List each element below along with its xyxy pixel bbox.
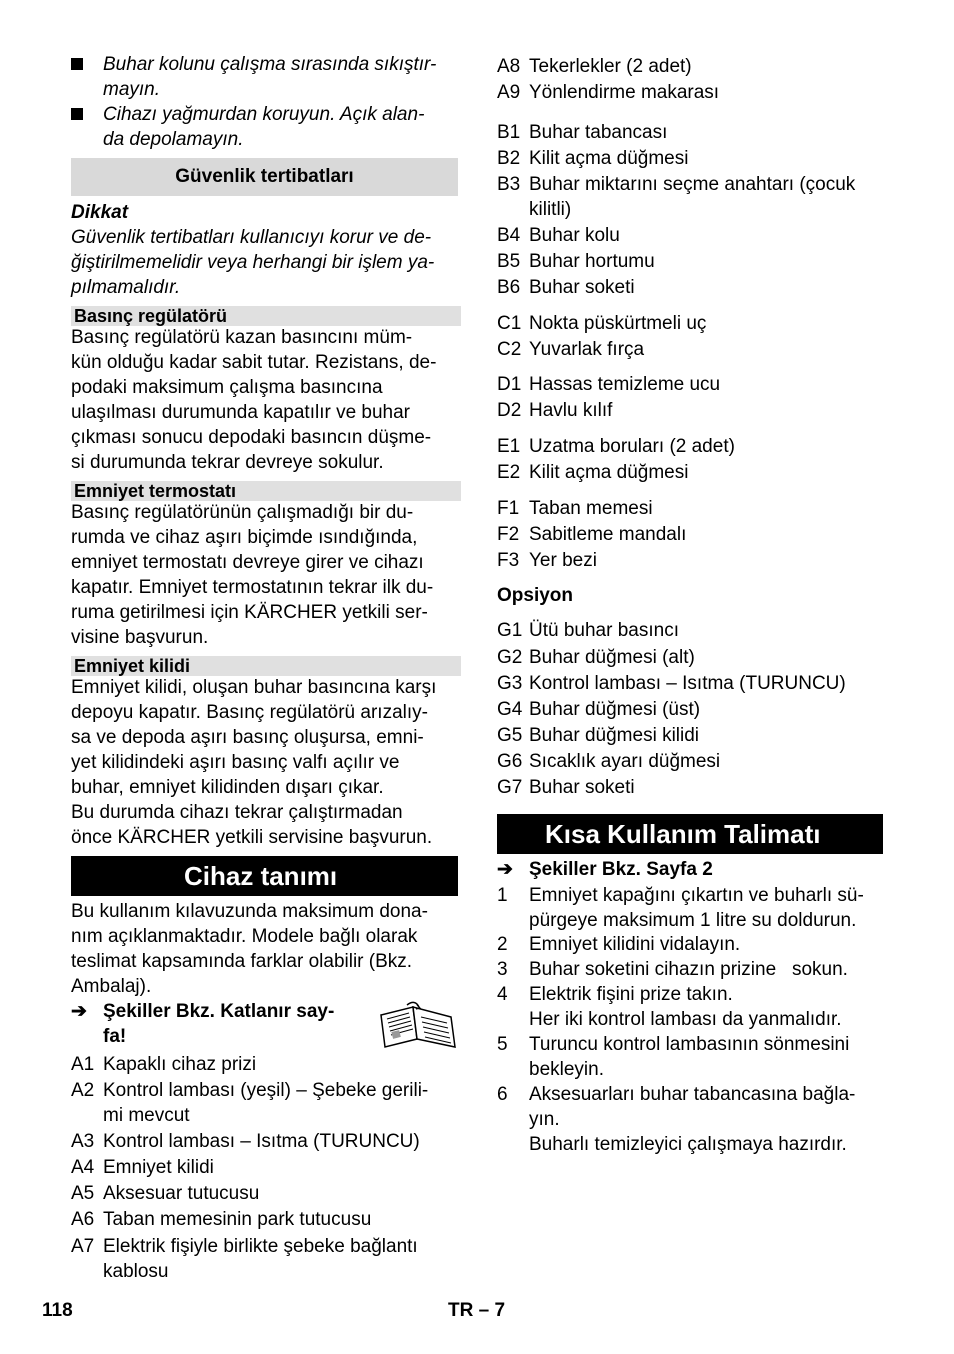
- item-code: C2: [497, 339, 522, 360]
- figure-reference: [71, 999, 461, 1051]
- item-code: G1: [497, 620, 523, 641]
- item-text: Taban memesi: [529, 498, 653, 519]
- item-text: Buhar düğmesi (üst): [529, 699, 701, 720]
- item-text: Sabitleme mandalı: [529, 524, 687, 545]
- step-text: Buhar soketini cihazın prizine sokun.: [529, 959, 848, 980]
- item-text: Yuvarlak fırça: [529, 339, 645, 360]
- subheading-safety-thermostat: Emniyet termostatı: [71, 481, 461, 501]
- item-text: Ütü buhar basıncı: [529, 620, 679, 641]
- ready-text: Buharlı temizleyici çalışmaya hazırdır.: [529, 1134, 847, 1155]
- caution-line: pılmamalıdır.: [71, 277, 181, 298]
- section-heading-text: Kısa Kullanım Talimatı: [545, 819, 821, 849]
- body-line: yet kilidindeki aşırı basınç valfı açılır ve: [71, 752, 400, 773]
- item-text: Taban memesinin park tutucusu: [103, 1209, 372, 1230]
- step-text: Emniyet kapağını çıkartın ve buharlı sü-: [529, 885, 864, 906]
- item-text: Havlu kılıf: [529, 400, 613, 421]
- item-text: Kontrol lambası – Isıtma (TURUNCU): [529, 673, 846, 694]
- arrow-right-icon: ➔: [71, 1001, 87, 1022]
- step-number: 1: [497, 885, 508, 906]
- square-bullet-icon: [71, 108, 83, 120]
- bullet-line: Cihazı yağmurdan koruyun. Açık alan-: [103, 104, 425, 125]
- item-code: A5: [71, 1183, 95, 1204]
- section-heading-safety: Güvenlik tertibatları: [71, 158, 458, 196]
- step-number: 5: [497, 1034, 508, 1055]
- left-column: [71, 0, 461, 1300]
- body-line: çıkması sonucu depodaki basıncın düşme-: [71, 427, 432, 448]
- item-code: D2: [497, 400, 522, 421]
- step-text: Turuncu kontrol lambasının sönmesini: [529, 1034, 850, 1055]
- item-code: B6: [497, 277, 521, 298]
- item-code: B5: [497, 251, 521, 272]
- item-code: A4: [71, 1157, 95, 1178]
- booklet-icon: [377, 1001, 459, 1051]
- item-code: F2: [497, 524, 520, 545]
- body-line: podaki maksimum çalışma basıncına: [71, 377, 383, 398]
- item-code: A9: [497, 82, 521, 103]
- item-text: Buhar kolu: [529, 225, 620, 246]
- item-code: G2: [497, 647, 523, 668]
- body-line: Basınç regülatörünün çalışmadığı bir du-: [71, 502, 414, 523]
- item-code: B3: [497, 174, 521, 195]
- item-code: B2: [497, 148, 521, 169]
- step-number: 6: [497, 1084, 508, 1105]
- item-text: Elektrik fişiyle birlikte şebeke bağlantı: [103, 1236, 418, 1257]
- body-line: sa ve depoda aşırı basınç oluşursa, emni-: [71, 727, 424, 748]
- body-line: rumda ve cihaz aşırı biçimde ısındığında,: [71, 527, 418, 548]
- body-line: önce KÄRCHER yetkili servisine başvurun.: [71, 827, 433, 848]
- body-line: Ambalaj).: [71, 976, 152, 997]
- step-text: bekleyin.: [529, 1059, 604, 1080]
- item-text: Sıcaklık ayarı düğmesi: [529, 751, 721, 772]
- step-text: Aksesuarları buhar tabancasına bağla-: [529, 1084, 856, 1105]
- arrow-right-icon: ➔: [497, 859, 513, 880]
- item-text: Buhar miktarını seçme anahtarı (çocuk: [529, 174, 856, 195]
- item-text: Buhar soketi: [529, 777, 635, 798]
- item-text: Kilit açma düğmesi: [529, 462, 689, 483]
- body-line: ruma getirilmesi için KÄRCHER yetkili ser-: [71, 602, 428, 623]
- bullet-line: Buhar kolunu çalışma sırasında sıkıştır-: [103, 54, 437, 75]
- body-line: ulaşılması durumunda kapatılır ve buhar: [71, 402, 411, 423]
- item-code: A7: [71, 1236, 95, 1257]
- section-page-label: TR – 7: [448, 1300, 506, 1321]
- figure-reference-line: Şekiller Bkz. Sayfa 2: [529, 859, 713, 880]
- body-line: kün olduğu kadar sabit tutar. Rezistans, de-: [71, 352, 437, 373]
- body-line: Bu kullanım kılavuzunda maksimum dona-: [71, 901, 428, 922]
- body-line: depoyu kapatır. Basınç regülatörü arızalıy-: [71, 702, 428, 723]
- body-line: Bu durumda cihazı tekrar çalıştırmadan: [71, 802, 403, 823]
- section-heading-device-description: [71, 856, 458, 896]
- item-text: Uzatma boruları (2 adet): [529, 436, 735, 457]
- item-text: mi mevcut: [103, 1105, 190, 1126]
- body-line: Basınç regülatörü kazan basıncını müm-: [71, 327, 413, 348]
- item-code: B4: [497, 225, 521, 246]
- item-text: Nokta püskürtmeli uç: [529, 313, 707, 334]
- step-text: pürgeye maksimum 1 litre su doldurun.: [529, 910, 857, 931]
- subheading-pressure-regulator: Basınç regülatörü: [71, 306, 461, 326]
- item-text: Buhar düğmesi kilidi: [529, 725, 700, 746]
- body-line: Emniyet kilidi, oluşan buhar basıncına karşı: [71, 677, 437, 698]
- item-code: A2: [71, 1080, 95, 1101]
- body-line: teslimat kapsamında farklar olabilir (Bkz.: [71, 951, 413, 972]
- step-number: 3: [497, 959, 508, 980]
- body-line: visine başvurun.: [71, 627, 209, 648]
- item-code: E2: [497, 462, 521, 483]
- caution-line: ğiştirilmemelidir veya herhangi bir işlem ya-: [71, 252, 435, 273]
- caution-line: Güvenlik tertibatları kullanıcıyı korur ve de-: [71, 227, 432, 248]
- square-bullet-icon: [71, 58, 83, 70]
- item-text: Buhar düğmesi (alt): [529, 647, 695, 668]
- step-text: Elektrik fişini prize takın.: [529, 984, 733, 1005]
- item-text: Yer bezi: [529, 550, 597, 571]
- item-code: A3: [71, 1131, 95, 1152]
- item-code: G3: [497, 673, 523, 694]
- item-code: G7: [497, 777, 523, 798]
- item-text: Yönlendirme makarası: [529, 82, 720, 103]
- step-text: Emniyet kilidini vidalayın.: [529, 934, 741, 955]
- step-number: 2: [497, 934, 508, 955]
- item-text: Hassas temizleme ucu: [529, 374, 721, 395]
- item-text: Kapaklı cihaz prizi: [103, 1054, 257, 1075]
- body-line: kapatır. Emniyet termostatının tekrar ilk du-: [71, 577, 434, 598]
- bullet-line: mayın.: [103, 79, 161, 100]
- item-code: C1: [497, 313, 522, 334]
- step-text: yın.: [529, 1109, 560, 1130]
- item-code: A1: [71, 1054, 95, 1075]
- item-text: Buhar hortumu: [529, 251, 655, 272]
- subheading-safety-lock: Emniyet kilidi: [71, 656, 461, 676]
- body-line: buhar, emniyet kilidinden dışarı çıkar.: [71, 777, 384, 798]
- item-code: F1: [497, 498, 520, 519]
- body-line: si durumunda tekrar devreye sokulur.: [71, 452, 384, 473]
- right-column: [497, 0, 887, 1300]
- item-code: E1: [497, 436, 521, 457]
- figure-reference-line: fa!: [103, 1026, 127, 1047]
- body-line: nım açıklanmaktadır. Modele bağlı olarak: [71, 926, 418, 947]
- body-line: emniyet termostatı devreye girer ve cihazı: [71, 552, 424, 573]
- item-code: G6: [497, 751, 523, 772]
- options-heading: Opsiyon: [497, 585, 574, 606]
- item-code: D1: [497, 374, 522, 395]
- item-code: G5: [497, 725, 523, 746]
- bullet-line: da depolamayın.: [103, 129, 244, 150]
- figure-reference-line: Şekiller Bkz. Katlanır say-: [103, 1001, 335, 1022]
- item-text: Kontrol lambası (yeşil) – Şebeke gerili-: [103, 1080, 429, 1101]
- item-code: A6: [71, 1209, 95, 1230]
- item-text: Buhar soketi: [529, 277, 635, 298]
- step-text: Her iki kontrol lambası da yanmalıdır.: [529, 1009, 842, 1030]
- item-code: A8: [497, 56, 521, 77]
- item-text: Buhar tabancası: [529, 122, 668, 143]
- item-text: Tekerlekler (2 adet): [529, 56, 692, 77]
- item-code: F3: [497, 550, 520, 571]
- item-text: kilitli): [529, 199, 572, 220]
- page-number: 118: [42, 1300, 73, 1321]
- item-code: B1: [497, 122, 521, 143]
- item-text: Aksesuar tutucusu: [103, 1183, 260, 1204]
- item-text: Kontrol lambası – Isıtma (TURUNCU): [103, 1131, 420, 1152]
- item-text: kablosu: [103, 1261, 169, 1282]
- section-heading-text: Cihaz tanımı: [184, 861, 338, 891]
- section-heading-short-instructions: [497, 814, 883, 854]
- item-code: G4: [497, 699, 523, 720]
- caution-label: Dikkat: [71, 202, 129, 223]
- item-text: Emniyet kilidi: [103, 1157, 214, 1178]
- step-number: 4: [497, 984, 508, 1005]
- item-text: Kilit açma düğmesi: [529, 148, 689, 169]
